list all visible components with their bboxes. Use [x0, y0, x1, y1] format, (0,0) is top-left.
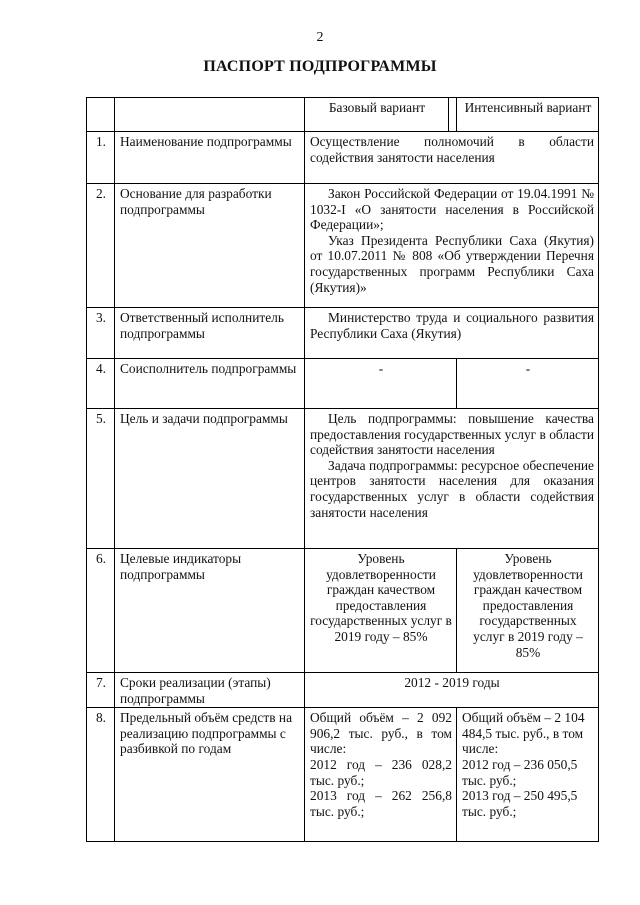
row-number: 5. [87, 409, 115, 549]
table-row [87, 409, 599, 549]
row-value: 2012 - 2019 годы [305, 673, 599, 708]
row-number: 7. [87, 673, 115, 708]
row-value [305, 184, 599, 308]
row-number: 2. [87, 184, 115, 308]
row-value [305, 409, 599, 549]
row-base-value: Уровень удовлетворенности граждан качеством предоставления государственных услуг в 2019 году – 85% [305, 549, 457, 673]
row-value: Осуществление полномочий в области содействия занятости населения [305, 132, 599, 184]
page-number: 2 [316, 30, 324, 45]
row-base-value: Общий объём – 2 092 906,2 тыс. руб., в том числе: 2012 год – 236 028,2 тыс. руб.; 2013 год – 262 256,8 тыс. руб.; [305, 708, 457, 842]
row-number: 3. [87, 308, 115, 359]
row-number: 1. [87, 132, 115, 184]
header-base-variant: Базовый вариант [305, 98, 449, 132]
header-num-cell [87, 98, 115, 132]
row-number: 6. [87, 549, 115, 673]
header-intensive-variant: Интенсивный вариант [457, 98, 599, 132]
row-label: Основание для разработки подпрограммы [115, 184, 305, 308]
row-label: Предельный объём средств на реализацию подпрограммы с разбивкой по годам [115, 708, 305, 842]
row-intensive-value: Уровень удовлетворенности граждан качеством предоставления государственных услуг в 2019 году – 85% [457, 549, 599, 673]
row-label: Целевые индикаторы подпрограммы [115, 549, 305, 673]
row-label: Цель и задачи подпрограммы [115, 409, 305, 549]
column-gap [449, 98, 457, 132]
table-row [87, 184, 599, 308]
table-row [87, 673, 599, 708]
row-label: Сроки реализации (этапы) подпрограммы [115, 673, 305, 708]
row-value: Министерство труда и социального развития Республики Саха (Якутия) [305, 308, 599, 359]
table-row [87, 308, 599, 359]
row-label: Ответственный исполнитель подпрограммы [115, 308, 305, 359]
table-row [87, 359, 599, 409]
table-row [87, 132, 599, 184]
row-number: 4. [87, 359, 115, 409]
table-row [87, 549, 599, 673]
table-header-row [87, 98, 599, 132]
row-label: Соисполнитель подпрограммы [115, 359, 305, 409]
row-label: Наименование подпрограммы [115, 132, 305, 184]
passport-table [86, 97, 599, 842]
row-intensive-value: Общий объём – 2 104 484,5 тыс. руб., в том числе: 2012 год – 236 050,5 тыс. руб.; 2013 год – 250 495,5 тыс. руб.; [457, 708, 599, 842]
row-base-value: - [305, 359, 457, 409]
row-number: 8. [87, 708, 115, 842]
row-paragraph: Указ Президента Республики Саха (Якутия) от 10.07.2011 № 808 «Об утверждении Перечня государственных программ Республики Саха (Якутия)» [310, 232, 594, 295]
row-paragraph: Цель подпрограммы: повышение качества предоставления государственных услуг в области содействия занятости населения [310, 411, 594, 458]
table-row [87, 708, 599, 842]
row-intensive-value: - [457, 359, 599, 409]
row-paragraph: Задача подпрограммы: ресурсное обеспечение центров занятости населения для оказания государственных услуг в области содействия занятости населения [310, 457, 594, 520]
row-paragraph: Закон Российской Федерации от 19.04.1991 № 1032-I «О занятости населения в Российской Федерации»; [310, 186, 594, 233]
header-label-cell [115, 98, 305, 132]
page-title: ПАСПОРТ ПОДПРОГРАММЫ [203, 58, 437, 75]
